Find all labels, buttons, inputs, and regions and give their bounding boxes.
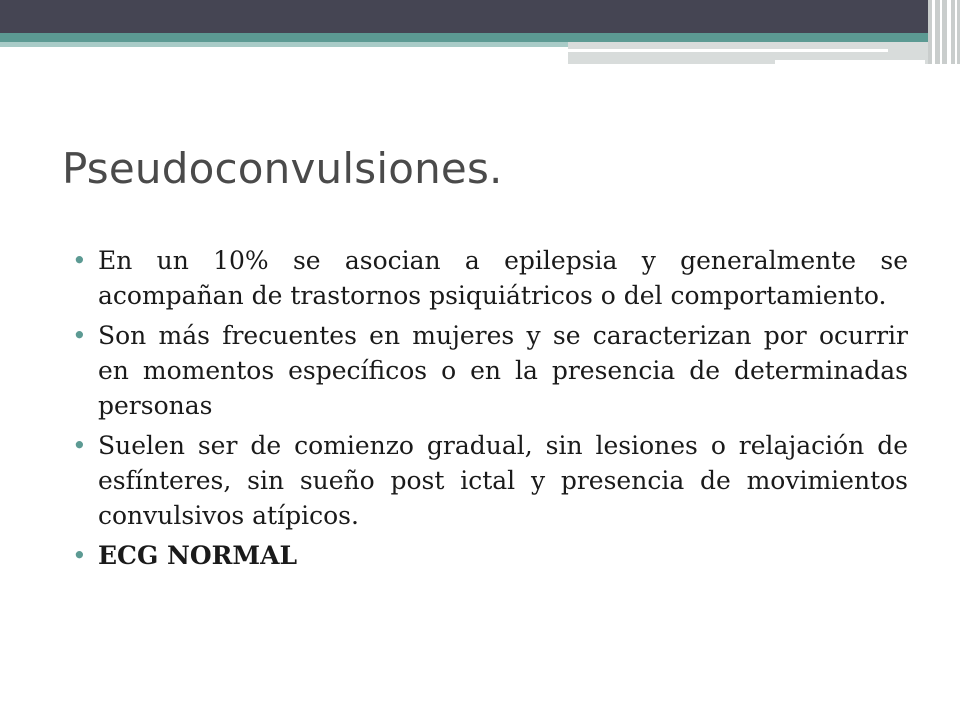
header-band-teal xyxy=(0,33,960,42)
header-line-short xyxy=(775,60,925,64)
header-line xyxy=(568,49,888,52)
header-stripes xyxy=(928,0,960,64)
bullet-item xyxy=(72,428,908,533)
header-band-teal-light xyxy=(0,42,568,47)
header-band-dark xyxy=(0,0,960,33)
bullet-text: Son más frecuentes en mujeres y se caracterizan por ocurrir en momentos específicos o en la presencia de determinadas personas xyxy=(98,321,908,420)
bullet-icon: • xyxy=(72,246,87,275)
bullet-icon: • xyxy=(72,541,87,570)
bullet-text: En un 10% se asocian a epilepsia y generalmente se acompañan de trastornos psiquiátricos o del comportamiento. xyxy=(98,246,908,310)
slide-title: Pseudoconvulsiones. xyxy=(62,144,503,193)
bullet-item xyxy=(72,243,908,313)
bullet-list xyxy=(72,243,908,578)
bullet-icon: • xyxy=(72,321,87,350)
bullet-text: ECG NORMAL xyxy=(98,541,298,570)
bullet-icon: • xyxy=(72,431,87,460)
bullet-item xyxy=(72,538,908,573)
bullet-text: Suelen ser de comienzo gradual, sin lesiones o relajación de esfínteres, sin sueño post ictal y presencia de movimientos convulsivos atípicos. xyxy=(98,431,908,530)
bullet-item xyxy=(72,318,908,423)
